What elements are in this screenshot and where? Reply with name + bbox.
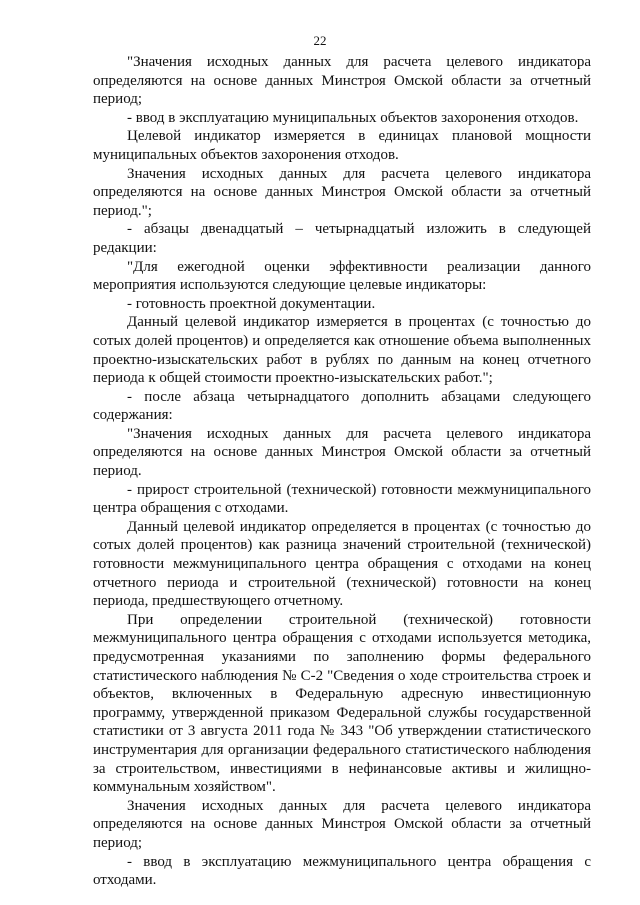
- paragraph: "Значения исходных данных для расчета целевого индикатора определяются на основе данных Минстроя Омской области за отчетный период.: [93, 425, 591, 480]
- paragraph: Значения исходных данных для расчета целевого индикатора определяются на основе данных Минстроя Омской области за отчетный период.";: [93, 165, 591, 219]
- paragraph: При определении строительной (технической) готовности межмуниципального центра обращения с отходами используется методика, предусмотренная указаниями по заполнению формы федерального статистического наблюдения № С-2 "Сведения о ходе строительства строек и объектов, включенных в Федеральную адресную инвестиционную программу, утвержденной приказом Федеральной службы государственной статистики от 3 августа 2011 года № 343 "Об утверждении статистического инструментария для организации федерального статистического наблюдения за строительством, инвестициями в нефинансовые активы и жилищно-коммунальным хозяйством".: [93, 611, 591, 796]
- paragraph: Данный целевой индикатор определяется в процентах (с точностью до сотых долей процентов) как разница значений строительной (технической) готовности межмуниципального центра обращения с отходами на конец отчетного периода и строительной (технической) готовности на конец периода, предшествующего отчетному.: [93, 518, 591, 610]
- paragraph: - после абзаца четырнадцатого дополнить абзацами следующего содержания:: [93, 388, 591, 424]
- document-body: [93, 53, 591, 890]
- paragraph: - прирост строительной (технической) готовности межмуниципального центра обращения с отходами.: [93, 481, 591, 517]
- page-number: 22: [313, 33, 327, 48]
- paragraph: - ввод в эксплуатацию муниципальных объектов захоронения отходов.: [127, 109, 579, 126]
- paragraph: "Для ежегодной оценки эффективности реализации данного мероприятия используются следующие целевые индикаторы:: [93, 258, 591, 294]
- paragraph: "Значения исходных данных для расчета целевого индикатора определяются на основе данных Минстроя Омской области за отчетный период;: [93, 54, 591, 108]
- paragraph: - готовность проектной документации.: [127, 295, 376, 312]
- paragraph: - ввод в эксплуатацию межмуниципального центра обращения с отходами.: [93, 853, 591, 889]
- paragraph: Данный целевой индикатор измеряется в процентах (с точностью до сотых долей процентов) и определяется как отношение объема выполненных проектно-изыскательских работ в рублях по данным на конец отчетного периода к общей стоимости проектно-изыскательских работ.";: [93, 314, 591, 387]
- paragraph: - абзацы двенадцатый – четырнадцатый изложить в следующей редакции:: [93, 221, 591, 256]
- paragraph: Целевой индикатор измеряется в единицах плановой мощности муниципальных объектов захоронения отходов.: [93, 128, 591, 163]
- paragraph: Значения исходных данных для расчета целевого индикатора определяются на основе данных Минстроя Омской области за отчетный период;: [93, 797, 591, 851]
